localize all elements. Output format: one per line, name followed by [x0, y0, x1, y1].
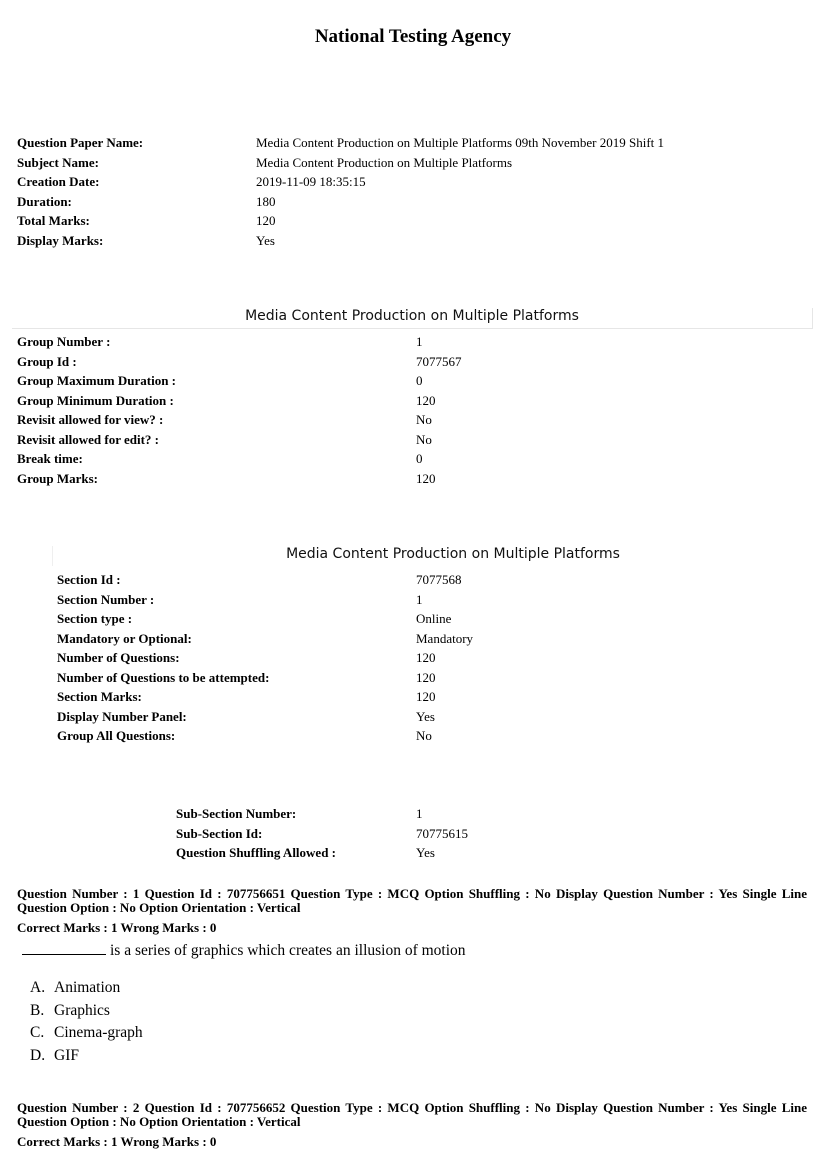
- info-value: Media Content Production on Multiple Platforms 09th November 2019 Shift 1: [256, 135, 665, 150]
- section-info-row: [57, 609, 473, 629]
- group-info-row: [17, 352, 462, 372]
- info-label: Group All Questions:: [57, 728, 176, 743]
- info-label: Number of Questions to be attempted:: [57, 669, 270, 685]
- option-label: D.: [30, 1046, 46, 1064]
- section-banner: Media Content Production on Multiple Platforms: [52, 546, 826, 566]
- option-text: Graphics: [54, 1001, 110, 1019]
- info-value: 70775615: [416, 825, 468, 841]
- info-value: No: [416, 412, 432, 427]
- option-list: [30, 977, 143, 1067]
- info-value: Yes: [416, 845, 435, 860]
- subsection-info-row: [176, 824, 468, 844]
- info-value: No: [416, 431, 432, 447]
- info-value: No: [416, 728, 432, 743]
- option-label: A.: [30, 979, 46, 996]
- info-label: Display Marks:: [17, 232, 104, 248]
- question-meta: Question Number : 2 Question Id : 707756652 Question Type : MCQ Option Shuffling : No Display Question Number : Yes Single Line Question Option : No Option Orientation : Vertical: [17, 1100, 807, 1129]
- info-value: Yes: [416, 708, 435, 724]
- info-label: Revisit allowed for view? :: [17, 412, 164, 427]
- group-info-row: [17, 371, 462, 391]
- section-info-row: [57, 726, 473, 746]
- info-value: 120: [416, 689, 436, 704]
- question-meta: Question Number : 1 Question Id : 707756651 Question Type : MCQ Option Shuffling : No Display Question Number : Yes Single Line Question Option : No Option Orientation : Vertical: [17, 886, 807, 915]
- info-label: Section Id :: [57, 572, 121, 587]
- option-label: C.: [30, 1024, 45, 1041]
- paper-info-row: [17, 133, 664, 153]
- section-info-row: [57, 668, 473, 688]
- paper-info-row: [17, 172, 664, 192]
- info-label: Sub-Section Number:: [176, 806, 297, 821]
- info-value: 2019-11-09 18:35:15: [256, 174, 366, 189]
- info-value: Mandatory: [416, 630, 474, 646]
- paper-info-row: [17, 231, 664, 251]
- info-value: 0: [416, 451, 423, 466]
- option-item: [30, 977, 143, 1000]
- subsection-info: [176, 804, 468, 863]
- info-value: 120: [416, 650, 436, 665]
- info-label: Group Minimum Duration :: [17, 392, 174, 408]
- info-label: Creation Date:: [17, 174, 100, 189]
- info-value: Yes: [256, 232, 275, 248]
- info-label: Question Paper Name:: [17, 135, 144, 150]
- info-label: Number of Questions:: [57, 650, 180, 665]
- option-text: Cinema-graph: [54, 1024, 143, 1041]
- info-label: Total Marks:: [17, 213, 90, 228]
- section-info-row: [57, 707, 473, 727]
- section-info-row: [57, 687, 473, 707]
- info-label: Question Shuffling Allowed :: [176, 845, 337, 860]
- option-text: Animation: [54, 979, 121, 996]
- section-info-row: [57, 629, 473, 649]
- section-info: [57, 570, 473, 746]
- section-info-row: [57, 590, 473, 610]
- info-label: Group Maximum Duration :: [17, 373, 177, 388]
- info-label: Group Marks:: [17, 470, 99, 486]
- info-value: 0: [416, 373, 423, 388]
- info-value: 120: [256, 213, 276, 228]
- subsection-info-row: [176, 843, 468, 863]
- paper-info-row: [17, 192, 664, 212]
- info-label: Group Number :: [17, 334, 111, 349]
- question-text-body: is a series of graphics which creates an illusion of motion: [110, 942, 466, 959]
- fill-in-blank: [22, 942, 106, 955]
- group-info-row: [17, 391, 462, 411]
- info-value: 180: [256, 193, 276, 209]
- info-label: Duration:: [17, 193, 72, 209]
- option-text: GIF: [54, 1046, 79, 1064]
- info-label: Break time:: [17, 451, 83, 466]
- info-label: Sub-Section Id:: [176, 825, 263, 841]
- info-value: 1: [416, 591, 423, 607]
- info-label: Display Number Panel:: [57, 708, 187, 724]
- section-info-row: [57, 648, 473, 668]
- group-info-row: [17, 449, 462, 469]
- info-label: Revisit allowed for edit? :: [17, 431, 160, 447]
- question-marks: Correct Marks : 1 Wrong Marks : 0: [17, 920, 217, 935]
- subsection-info-row: [176, 804, 468, 824]
- group-banner: Media Content Production on Multiple Platforms: [12, 308, 813, 329]
- info-value: 7077567: [416, 353, 462, 369]
- info-value: 120: [416, 470, 436, 486]
- option-item: [30, 1022, 143, 1045]
- info-value: Media Content Production on Multiple Platforms: [256, 154, 513, 170]
- info-value: 120: [416, 392, 436, 408]
- info-label: Section Number :: [57, 591, 155, 607]
- info-value: 1: [416, 334, 423, 349]
- question-marks: Correct Marks : 1 Wrong Marks : 0: [17, 1134, 217, 1149]
- info-value: Online: [416, 611, 452, 626]
- group-info-row: [17, 430, 462, 450]
- question-text: [22, 942, 466, 960]
- info-value: 120: [416, 669, 436, 685]
- info-label: Section type :: [57, 611, 133, 626]
- option-item: [30, 1000, 143, 1023]
- group-info-row: [17, 410, 462, 430]
- group-info-row: [17, 469, 462, 489]
- info-value: 1: [416, 806, 423, 821]
- section-info-row: [57, 570, 473, 590]
- group-info: [17, 332, 462, 488]
- group-info-row: [17, 332, 462, 352]
- option-item: [30, 1045, 143, 1068]
- info-label: Subject Name:: [17, 154, 99, 170]
- info-value: 7077568: [416, 572, 462, 587]
- info-label: Group Id :: [17, 353, 77, 369]
- info-label: Mandatory or Optional:: [57, 630, 192, 646]
- paper-info-row: [17, 211, 664, 231]
- paper-info-row: [17, 153, 664, 173]
- option-label: B.: [30, 1001, 45, 1019]
- info-label: Section Marks:: [57, 689, 142, 704]
- paper-info: [17, 133, 664, 250]
- page-title: National Testing Agency: [314, 26, 512, 47]
